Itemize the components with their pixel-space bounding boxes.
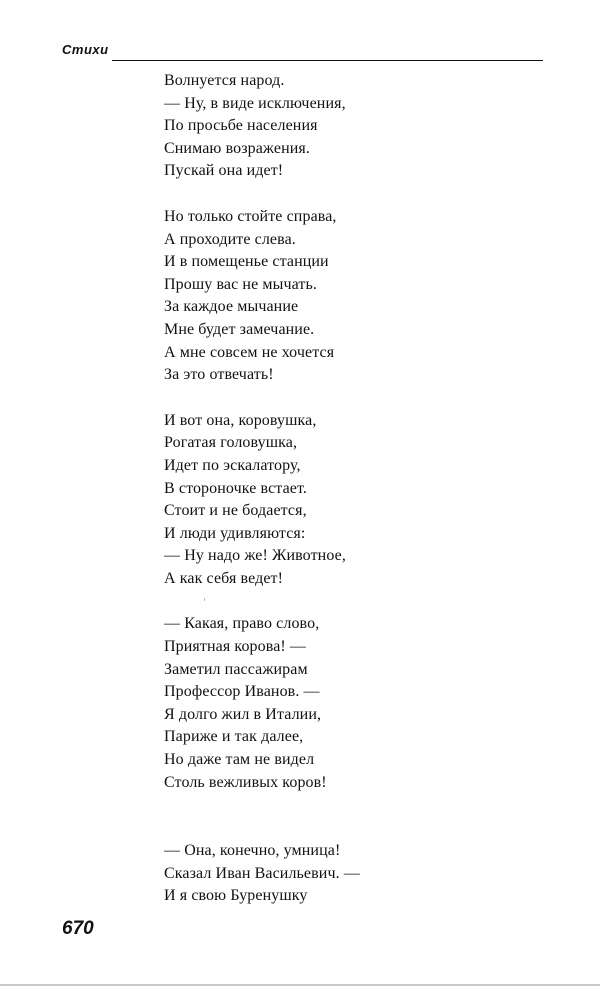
stanza-5	[164, 840, 544, 908]
poem-line: Но только стойте справа,	[164, 207, 337, 225]
poem-line: Профессор Иванов. —	[164, 683, 320, 701]
poem-line: А проходите слева.	[164, 230, 296, 248]
poem-line: Приятная корова! —	[164, 638, 307, 656]
poem-line: Волнуется народ.	[164, 72, 285, 89]
stanza-spacer	[164, 590, 544, 613]
poem-line: Но даже там не видел	[164, 751, 315, 769]
poem-line: Сказал Иван Васильевич. —	[164, 864, 360, 882]
header-rule	[112, 60, 543, 61]
stanza-spacer	[164, 794, 544, 840]
poem-line: Рогатая головушка,	[164, 434, 298, 452]
poem-line: За каждое мычание	[164, 298, 299, 316]
poem-line: Я долго жил в Италии,	[164, 705, 322, 723]
poem-line: Идет по эскалатору,	[164, 456, 301, 474]
poem-line: Прошу вас не мычать.	[164, 275, 317, 293]
poem-line: Столь вежливых коров!	[164, 773, 327, 791]
poem-line: И в помещенье станции	[164, 253, 329, 271]
poem-line: А мне совсем не хочется	[164, 343, 335, 361]
stanza-1	[164, 70, 544, 183]
poem-line: — Ну, в виде исключения,	[164, 94, 346, 112]
poem-line: — Какая, право слово,	[164, 615, 320, 633]
stanza-3	[164, 410, 544, 591]
poem-line: И люди удивляются:	[164, 524, 306, 542]
stanza-spacer	[164, 183, 544, 206]
poem-line: Стоит и не бодается,	[164, 502, 307, 520]
poem	[164, 70, 544, 908]
stanza-spacer	[164, 387, 544, 410]
poem-line: В стороночке встает.	[164, 479, 307, 497]
poem-line: Пускай она идет!	[164, 162, 284, 180]
poem-line: А как себя ведет!	[164, 569, 284, 587]
print-speck	[204, 598, 205, 601]
poem-line: Заметил пассажирам	[164, 660, 308, 678]
poem-line: — Она, конечно, умница!	[164, 842, 341, 860]
poem-line: За это отвечать!	[164, 366, 274, 384]
poem-line: — Ну надо же! Животное,	[164, 547, 346, 565]
stanza-4	[164, 613, 544, 794]
stanza-2	[164, 206, 544, 387]
poem-line: По просьбе населения	[164, 117, 318, 135]
poem-line: И я свою Буренушку	[164, 887, 308, 905]
poem-line: И вот она, коровушка,	[164, 411, 317, 429]
poem-line: Париже и так далее,	[164, 728, 304, 746]
poem-line: Снимаю возражения.	[164, 139, 310, 157]
page-number: 670	[62, 918, 94, 939]
running-head-title: Стихи	[62, 42, 109, 57]
poem-line: Мне будет замечание.	[164, 320, 315, 338]
